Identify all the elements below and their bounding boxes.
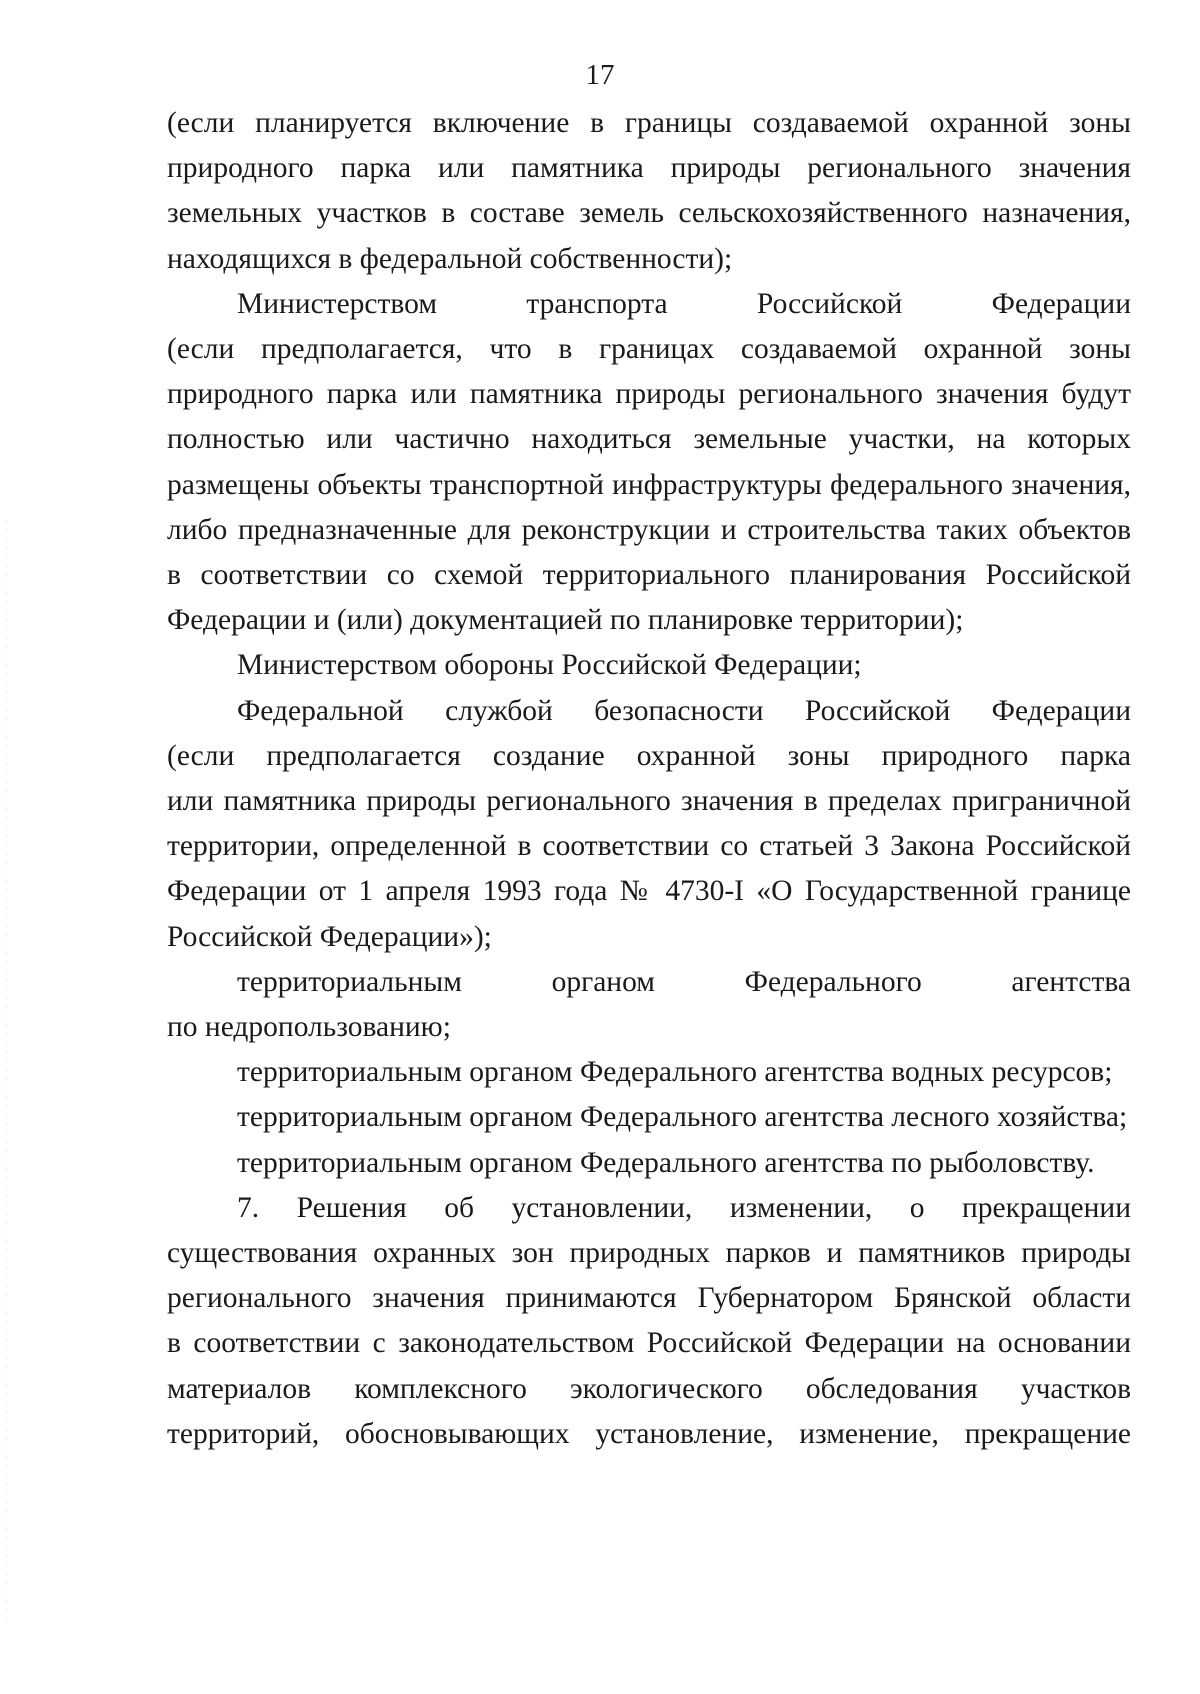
text-line: материалов комплексного экологического обследования участков bbox=[167, 1373, 1131, 1405]
text-line: существования охранных зон природных парков и памятников природы bbox=[167, 1237, 1131, 1269]
text-line: в соответствии со схемой территориального планирования Российской bbox=[167, 559, 1131, 591]
text-line: Федерации от 1 апреля 1993 года № 4730-I «О Государственной границе bbox=[167, 875, 1131, 907]
text-line: по недропользованию; bbox=[167, 1011, 451, 1043]
page-number: 17 bbox=[585, 59, 615, 91]
text-line: (если предполагается, что в границах создаваемой охранной зоны bbox=[167, 333, 1131, 365]
text-line: или памятника природы регионального значения в пределах приграничной bbox=[167, 785, 1131, 817]
text-line: в соответствии с законодательством Российской Федерации на основании bbox=[167, 1327, 1131, 1359]
text-line: Федеральной службой безопасности Российской Федерации bbox=[237, 695, 1131, 727]
text-line: (если планируется включение в границы создаваемой охранной зоны bbox=[167, 107, 1131, 139]
text-line: природного парка или памятника природы регионального значения bbox=[167, 152, 1131, 184]
text-line: находящихся в федеральной собственности); bbox=[167, 243, 733, 275]
scan-edge-artifact bbox=[6, 520, 7, 1620]
text-line: Министерством обороны Российской Федерации; bbox=[237, 649, 862, 681]
text-line: полностью или частично находиться земельные участки, на которых bbox=[167, 423, 1131, 455]
text-line: 7. Решения об установлении, изменении, о прекращении bbox=[237, 1192, 1131, 1224]
text-line: территориальным органом Федерального агентства лесного хозяйства; bbox=[237, 1101, 1128, 1133]
text-line: территории, определенной в соответствии со статьей 3 Закона Российской bbox=[167, 830, 1131, 862]
text-line: Федерации и (или) документацией по планировке территории); bbox=[167, 604, 964, 636]
text-line: размещены объекты транспортной инфраструктуры федерального значения, bbox=[167, 469, 1131, 501]
text-line: территорий, обосновывающих установление, изменение, прекращение bbox=[167, 1418, 1131, 1450]
text-line: земельных участков в составе земель сельскохозяйственного назначения, bbox=[167, 197, 1131, 229]
text-line: Министерством транспорта Российской Федерации bbox=[237, 288, 1131, 320]
text-line: (если предполагается создание охранной зоны природного парка bbox=[167, 740, 1131, 772]
text-line: либо предназначенные для реконструкции и строительства таких объектов bbox=[167, 514, 1131, 546]
text-line: территориальным органом Федерального агентства водных ресурсов; bbox=[237, 1056, 1113, 1088]
text-line: регионального значения принимаются Губернатором Брянской области bbox=[167, 1282, 1131, 1314]
text-line: Российской Федерации»); bbox=[167, 921, 492, 953]
text-line: природного парка или памятника природы регионального значения будут bbox=[167, 378, 1131, 410]
text-line: территориальным органом Федерального агентства bbox=[237, 966, 1131, 998]
text-line: территориальным органом Федерального агентства по рыболовству. bbox=[237, 1147, 1095, 1179]
